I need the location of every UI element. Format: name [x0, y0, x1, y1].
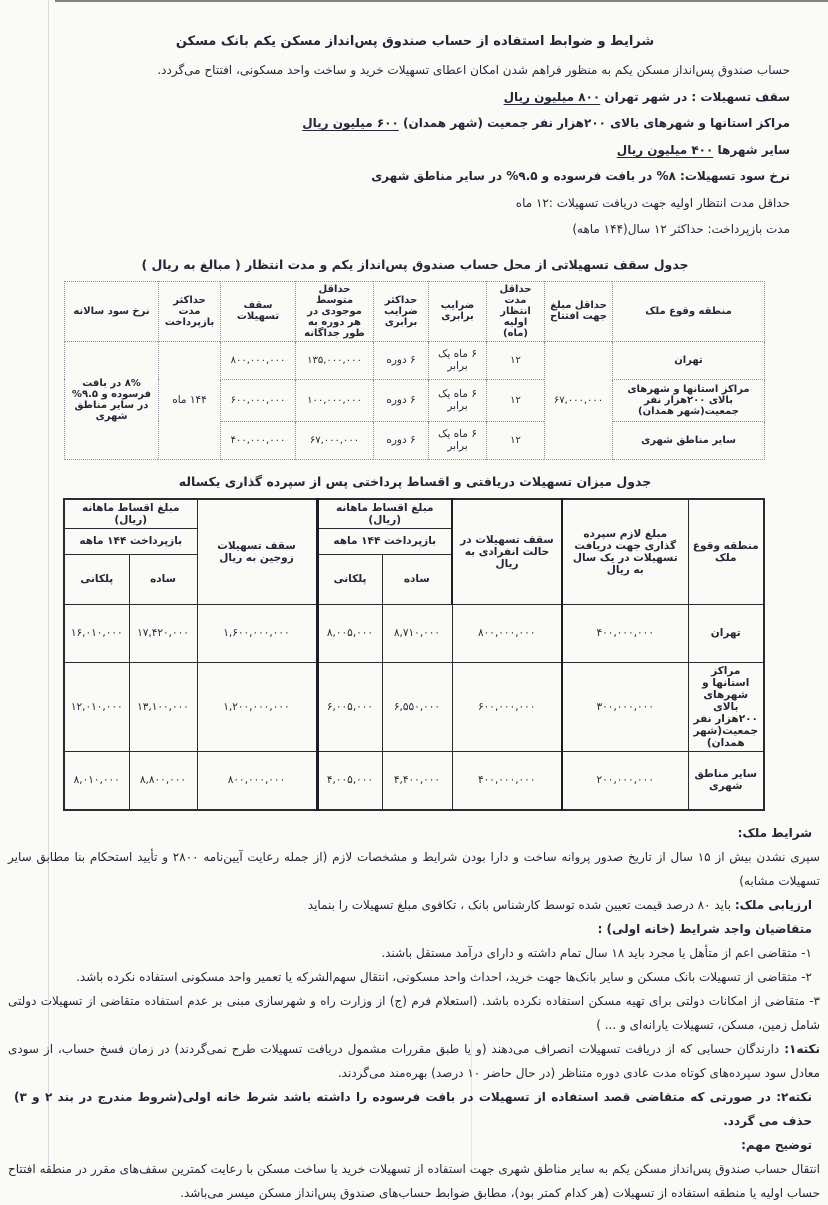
t1-max-ratio-cell: ۶ دوره [374, 421, 429, 459]
t1-ceiling-cell: ۸۰۰,۰۰۰,۰۰۰ [221, 341, 296, 379]
applicant-condition-2: ۲- متقاضی از تسهیلات بانک مسکن و سایر بانک‌ها جهت خرید، احداث واحد مسکونی، انتقال سهم‌الشرکه یا تعمیر واحد مسکونی استفاده نکرده باشد. [76, 969, 812, 984]
t2-deposit-cell: ۲۰۰,۰۰۰,۰۰۰ [562, 751, 688, 810]
table-row [65, 341, 765, 379]
t2-header-stepped-individual: پلکانی [317, 554, 382, 604]
t1-avg-balance-cell: ۱۳۵,۰۰۰,۰۰۰ [296, 341, 374, 379]
t2-deposit-cell: ۳۰۰,۰۰۰,۰۰۰ [562, 662, 688, 751]
t1-header-avg-balance: حداقل متوسط موجودی در هر دوره به طور جداگانه [296, 281, 374, 341]
t2-header-stepped-couple: پلکانی [64, 554, 129, 604]
t1-avg-balance-cell: ۶۷,۰۰۰,۰۰۰ [296, 421, 374, 459]
table1-title: جدول سقف تسهیلاتی از محل حساب صندوق پس‌انداز یکم و مدت انتظار ( مبالغ به ریال ) [141, 256, 689, 272]
conditions-section [8, 821, 820, 1205]
t2-ind-stepped-cell: ۶,۰۰۵,۰۰۰ [317, 662, 382, 751]
t2-couple-ceiling-cell: ۸۰۰,۰۰۰,۰۰۰ [197, 751, 317, 810]
t2-header-installment-group-individual: مبلغ اقساط ماهانه (ریال) [317, 499, 452, 529]
t1-wait-cell: ۱۲ [487, 379, 545, 421]
t2-indiv-ceiling-cell: ۴۰۰,۰۰۰,۰۰۰ [452, 751, 562, 810]
table-row [64, 604, 764, 662]
ceiling-line-other-cities [40, 137, 790, 164]
t1-max-ratio-cell: ۶ دوره [374, 341, 429, 379]
note-2: نکته۲: در صورتی که متقاضی قصد استفاده از تسهیلات در بافت فرسوده را داشته باشد شرط خانه اولی(شروط مندرج در بند ۲ و ۳) حذف می گردد. [14, 1089, 812, 1128]
ceiling-line-tehran [40, 84, 790, 111]
ceiling-value-underlined: ۴۰۰ میلیون ریال [616, 142, 714, 157]
t2-header-repay144-individual: بازپرداخت ۱۴۴ ماهه [317, 528, 452, 554]
t2-cpl-stepped-cell: ۸,۰۱۰,۰۰۰ [64, 751, 129, 810]
t2-header-indiv-ceiling: سقف تسهیلات در حالت انفرادی به ریال [452, 499, 562, 605]
t1-header-open-min: حداقل مبلغ جهت افتتاح [545, 281, 613, 341]
t1-header-region: منطقه وقوع ملک [613, 281, 765, 341]
applicant-condition-3: ۳- متقاضی از امکانات دولتی برای تهیه مسکن استفاده نکرده باشد. (استعلام فرم (ج) از وزارت راه و شهرسازی مبنی بر عدم استفاده متقاضی از تسهیلات دولتی شامل زمین، مسکن، تسهیلات یارانه‌ای و ... ) [8, 993, 820, 1032]
t1-avg-balance-cell: ۱۰۰,۰۰۰,۰۰۰ [296, 379, 374, 421]
t1-open-min-merged-cell: ۶۷,۰۰۰,۰۰۰ [545, 341, 613, 459]
note-1-label: نکته۱: [784, 1041, 820, 1056]
note-1 [8, 1037, 820, 1085]
t2-header-installment-group-couple: مبلغ اقساط ماهانه (ریال) [64, 499, 197, 529]
applicant-condition-1: ۱- متقاضی اعم از متأهل یا مجرد باید ۱۸ سال تمام داشته و دارای درآمد مستقل باشند. [381, 945, 812, 960]
t2-header-couple-ceiling: سقف تسهیلات زوجین به ریال [197, 499, 317, 605]
t1-header-ceiling: سقف تسهیلات [221, 281, 296, 341]
ceiling-value-underlined: ۶۰۰ میلیون ریال [302, 116, 399, 130]
t2-cpl-simple-cell: ۱۷,۴۲۰,۰۰۰ [129, 604, 197, 662]
table-header-row [65, 281, 765, 341]
t1-wait-cell: ۱۲ [487, 341, 545, 379]
t1-header-max-ratio: حداکثر ضرایب برابری [374, 281, 429, 341]
eligible-applicants-heading: متقاضیان واجد شرایط (خانه اولی) : [597, 921, 812, 936]
t1-ceiling-cell: ۴۰۰,۰۰۰,۰۰۰ [221, 421, 296, 459]
t2-indiv-ceiling-cell: ۸۰۰,۰۰۰,۰۰۰ [452, 604, 562, 662]
table-header-row [64, 499, 764, 529]
important-explanation-paragraph: انتقال حساب صندوق پس‌انداز مسکن یکم به سایر مناطق شهری جهت استفاده از تسهیلات خرید یا ساخت مسکن با رعایت کمترین سقف‌های مقرر در منطقه افتتاح حساب اولیه یا منطقه استفاده از تسهیلات (هر کدام کمتر بود)، مطابق ضوابط حساب‌های صندوق پس‌انداز مسکن میسر می‌باشد. [8, 1161, 820, 1200]
t1-ceiling-cell: ۶۰۰,۰۰۰,۰۰۰ [221, 379, 296, 421]
t2-cpl-simple-cell: ۸,۸۰۰,۰۰۰ [129, 751, 197, 810]
t2-couple-ceiling-cell: ۱,۲۰۰,۰۰۰,۰۰۰ [197, 662, 317, 751]
t2-region-cell: مراکز استانها و شهرهای بالای ۲۰۰هزار نفر جمعیت(شهر همدان) [688, 662, 764, 751]
t1-ratio-cell: ۶ ماه یک برابر [429, 379, 487, 421]
property-valuation-line [8, 893, 820, 917]
valuation-text: باید ۸۰ درصد قیمت تعیین شده توسط کارشناس بانک ، تکافوی مبلغ تسهیلات را بنماید [307, 897, 735, 912]
interest-rate-line: نرخ سود تسهیلات: ۸% در بافت فرسوده و ۹.۵% در سایر مناطق شهری [371, 169, 790, 183]
page-title: شرایط و ضوابط استفاده از حساب صندوق پس‌انداز مسکن یکم بانک مسکن [175, 34, 655, 49]
ceiling-value-underlined: ۸۰۰ میلیون ریال [503, 89, 601, 104]
t2-ind-simple-cell: ۸,۷۱۰,۰۰۰ [382, 604, 452, 662]
table-row [64, 662, 764, 751]
t2-cpl-stepped-cell: ۱۲,۰۱۰,۰۰۰ [64, 662, 129, 751]
t1-header-max-repay: حداکثر مدت بازپرداخت [159, 281, 221, 341]
installments-table [63, 498, 765, 811]
table-row [64, 751, 764, 810]
repayment-line: مدت بازپرداخت: حداکثر ۱۲ سال(۱۴۴ ماهه) [572, 222, 790, 236]
t1-wait-cell: ۱۲ [487, 421, 545, 459]
table2-title: جدول میزان تسهیلات دریافتی و اقساط پرداختی پس از سپرده گذاری یکساله [178, 473, 652, 489]
important-explanation-heading: توضیح مهم: [741, 1137, 812, 1152]
t2-region-cell: تهران [688, 604, 764, 662]
t2-region-cell: سایر مناطق شهری [688, 751, 764, 810]
t2-cpl-simple-cell: ۱۳,۱۰۰,۰۰۰ [129, 662, 197, 751]
t1-region-cell: سایر مناطق شهری [613, 421, 765, 459]
t2-header-repay144-couple: بازپرداخت ۱۴۴ ماهه [64, 528, 197, 554]
note-1-text: دارندگان حسابی که از دریافت تسهیلات انصراف می‌دهند (و یا طبق مقررات مشمول دریافت تسهیلات طرح نمی‌گردند) در زمان فسخ حساب، از سودی معادل سود سپرده‌های کوتاه مدت عادی دوره متناظر (در حال حاضر ۱۰ درصد) بهره‌مند می‌گردند. [8, 1041, 820, 1080]
t1-rate-merged-cell: ۸% در بافت فرسوده و ۹.۵% در سایر مناطق شهری [65, 341, 159, 459]
t1-header-wait: حداقل مدت انتظار اولیه (ماه) [487, 281, 545, 341]
t2-cpl-stepped-cell: ۱۶,۰۱۰,۰۰۰ [64, 604, 129, 662]
t1-region-cell: مراکز استانها و شهرهای بالای ۲۰۰هزار نفر جمعیت(شهر همدان) [613, 379, 765, 421]
t1-header-ratio: ضرایب برابری [429, 281, 487, 341]
t2-ind-simple-cell: ۴,۴۰۰,۰۰۰ [382, 751, 452, 810]
t2-indiv-ceiling-cell: ۶۰۰,۰۰۰,۰۰۰ [452, 662, 562, 751]
t2-header-region: منطقه وقوع ملک [688, 499, 764, 605]
ceiling-label: سقف تسهیلات : در شهر تهران [604, 89, 790, 104]
t2-deposit-cell: ۴۰۰,۰۰۰,۰۰۰ [562, 604, 688, 662]
facility-ceiling-table [64, 281, 765, 460]
t2-ind-stepped-cell: ۸,۰۰۵,۰۰۰ [317, 604, 382, 662]
property-conditions-heading: شرایط ملک: [737, 825, 812, 840]
t1-region-cell: تهران [613, 341, 765, 379]
t1-ratio-cell: ۶ ماه یک برابر [429, 421, 487, 459]
t1-header-rate: نرخ سود سالانه [65, 281, 159, 341]
t2-ind-simple-cell: ۶,۵۵۰,۰۰۰ [382, 662, 452, 751]
t1-max-ratio-cell: ۶ دوره [374, 379, 429, 421]
property-conditions-paragraph: سپری نشدن بیش از ۱۵ سال از تاریخ صدور پروانه ساخت و دارا بودن شرایط و مشخصات لازم (از جمله رعایت آیین‌نامه ۲۸۰۰ و تأیید استحکام بنا مطابق سایر تسهیلات مشابه) [8, 849, 820, 888]
t2-header-deposit: مبلغ لازم سپرده گذاری جهت دریافت تسهیلات در یک سال به ریال [562, 499, 688, 605]
t1-max-repay-merged-cell: ۱۴۴ ماه [159, 341, 221, 459]
ceiling-label: سایر شهرها [717, 142, 790, 157]
ceiling-line-province-centers [40, 110, 790, 137]
valuation-label: ارزیابی ملک: [734, 897, 812, 912]
ceiling-label: مراکز استانها و شهرهای بالای ۲۰۰هزار نفر جمعیت (شهر همدان) [402, 116, 790, 130]
intro-paragraph: حساب صندوق پس‌انداز مسکن یکم به منظور فراهم شدن امکان اعطای تسهیلات خرید و ساخت واحد مسکونی، افتتاح می‌گردد. [157, 63, 790, 77]
min-wait-line: حداقل مدت انتظار اولیه جهت دریافت تسهیلات :۱۲ ماه [515, 195, 790, 210]
t2-couple-ceiling-cell: ۱,۶۰۰,۰۰۰,۰۰۰ [197, 604, 317, 662]
t2-header-simple-individual: ساده [382, 554, 452, 604]
t2-ind-stepped-cell: ۴,۰۰۵,۰۰۰ [317, 751, 382, 810]
t2-header-simple-couple: ساده [129, 554, 197, 604]
t1-ratio-cell: ۶ ماه یک برابر [429, 341, 487, 379]
